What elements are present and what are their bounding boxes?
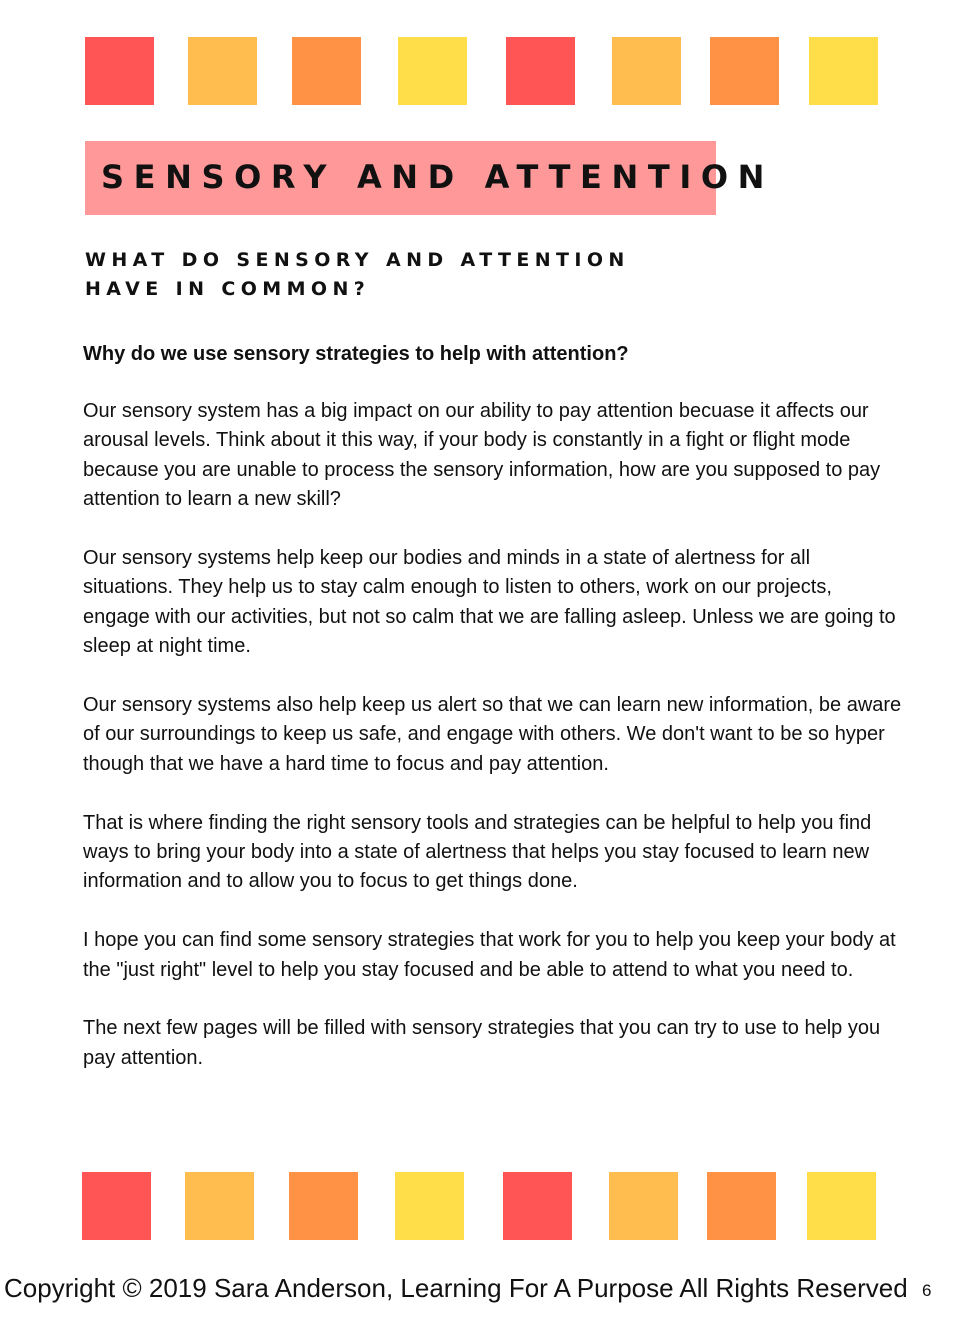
- decor-square-red: [503, 1172, 572, 1240]
- decor-square-orange: [707, 1172, 776, 1240]
- page-title: SENSORY AND ATTENTION: [101, 158, 775, 196]
- subheading-line: WHAT DO SENSORY AND ATTENTION: [85, 249, 630, 271]
- decor-square-light-orange: [612, 37, 681, 105]
- paragraph: Our sensory system has a big impact on our ability to pay attention becuase it affects our arousal levels. Think about it this way, if your body is constantly in a fight or flight mode because you are unable to process the sensory information, how are you supposed to pay attention to learn a new skill?: [83, 400, 881, 511]
- decor-square-light-orange: [185, 1172, 254, 1240]
- paragraph: I hope you can find some sensory strategies that work for you to help you keep your body at the "just right" level to help you stay focused and be able to attend to what you need to.: [83, 929, 896, 981]
- subheading-line: HAVE IN COMMON?: [85, 278, 371, 300]
- paragraph: Our sensory systems help keep our bodies and minds in a state of alertness for all situations. They help us to stay calm enough to listen to others, work on our projects, engage with our activities, but not so calm that we are falling asleep. Unless we are going to sleep at night time.: [83, 547, 896, 658]
- decor-square-red: [506, 37, 575, 105]
- decor-square-yellow: [398, 37, 467, 105]
- decor-square-orange: [289, 1172, 358, 1240]
- decor-square-yellow: [395, 1172, 464, 1240]
- decor-square-red: [85, 37, 154, 105]
- page-number: 6: [922, 1281, 932, 1300]
- decor-square-yellow: [809, 37, 878, 105]
- section-subheading: [85, 246, 630, 304]
- decor-square-light-orange: [188, 37, 257, 105]
- decor-square-yellow: [807, 1172, 876, 1240]
- paragraph: Our sensory systems also help keep us alert so that we can learn new information, be aware of our surroundings to keep us safe, and engage with others. We don't want to be so hyper though that we have a hard time to focus and pay attention.: [83, 694, 902, 775]
- paragraph: The next few pages will be filled with sensory strategies that you can try to use to help you pay attention.: [83, 1017, 881, 1069]
- body-text: [83, 397, 903, 1103]
- decor-square-orange: [710, 37, 779, 105]
- decor-square-light-orange: [609, 1172, 678, 1240]
- copyright-footer: Copyright © 2019 Sara Anderson, Learning For A Purpose All Rights Reserved: [4, 1273, 908, 1303]
- decor-square-orange: [292, 37, 361, 105]
- decor-square-red: [82, 1172, 151, 1240]
- question-heading: Why do we use sensory strategies to help with attention?: [83, 343, 629, 365]
- paragraph: That is where finding the right sensory tools and strategies can be helpful to help you find ways to bring your body into a state of alertness that helps you stay focused to learn new information and to allow you to focus to get things done.: [83, 811, 872, 893]
